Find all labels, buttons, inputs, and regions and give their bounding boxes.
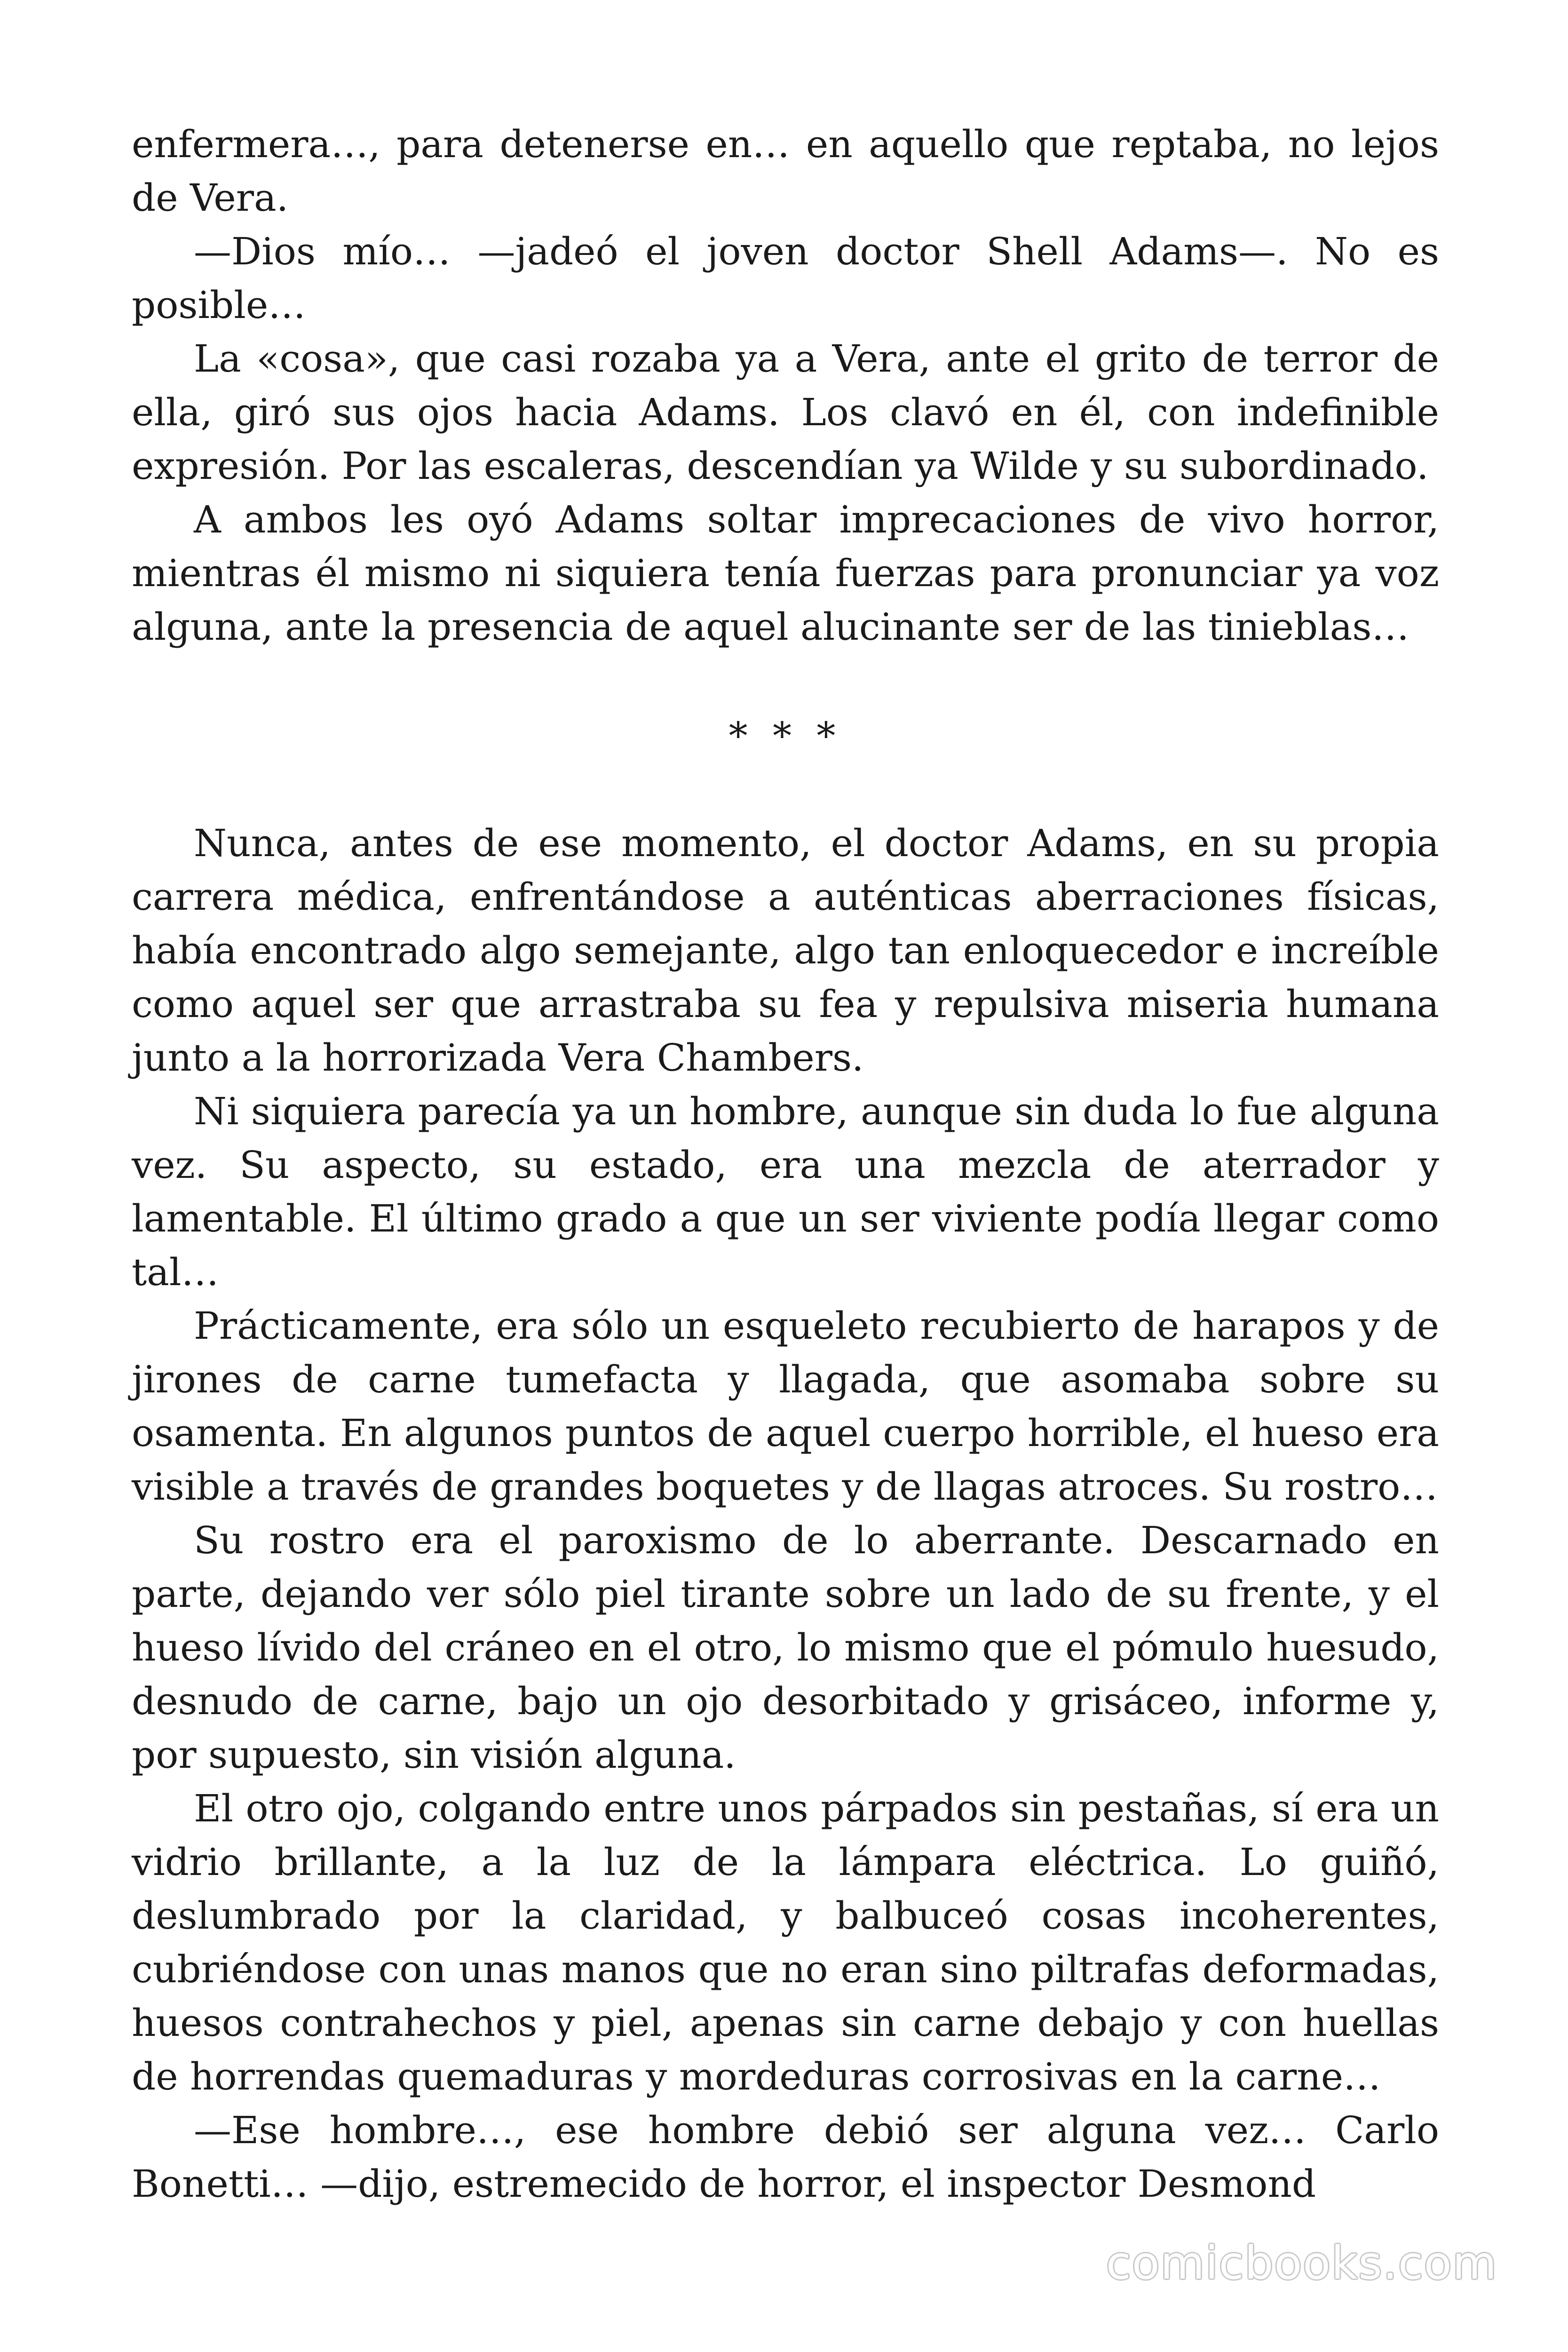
paragraph-continuation: enfermera…, para detenerse en… en aquello que reptaba, no lejos de Vera.	[132, 122, 1439, 220]
paragraph-imprecaciones: A ambos les oyó Adams soltar imprecaciones de vivo horror, mientras él mismo ni siquiera tenía fuerzas para pronunciar ya voz alguna, ante la presencia de aquel alucinante ser de las tinieblas…	[132, 498, 1439, 649]
paragraph-su-rostro: Su rostro era el paroxismo de lo aberrante. Descarnado en parte, dejando ver sólo piel tirante sobre un lado de su frente, y el hueso lívido del cráneo en el otro, lo mismo que el pómulo huesudo, desnudo de carne, bajo un ojo desorbitado y grisáceo, informe y, por supuesto, sin visión alguna.	[132, 1518, 1439, 1777]
paragraph-ese-hombre: —Ese hombre…, ese hombre debió ser alguna vez… Carlo Bonetti… —dijo, estremecido de horror, el inspector Desmond	[132, 2108, 1439, 2206]
paragraph-el-otro-ojo: El otro ojo, colgando entre unos párpados sin pestañas, sí era un vidrio brillante, a la luz de la lámpara eléctrica. Lo guiñó, deslumbrado por la claridad, y balbuceó cosas incoherentes, cubriéndose con unas manos que no eran sino piltrafas deformadas, huesos contrahechos y piel, apenas sin carne debajo y con huellas de horrendas quemaduras y mordeduras corrosivas en la carne…	[132, 1787, 1439, 2098]
paragraph-nunca: Nunca, antes de ese momento, el doctor Adams, en su propia carrera médica, enfrentándose a auténticas aberraciones físicas, había encontrado algo semejante, algo tan enloquecedor e increíble como aquel ser que arrastraba su fea y repulsiva miseria humana junto a la horrorizada Vera Chambers.	[132, 821, 1439, 1080]
paragraph-ni-siquiera: Ni siquiera parecía ya un hombre, aunque sin duda lo fue alguna vez. Su aspecto, su estado, era una mezcla de aterrador y lamentable. El último grado a que un ser viviente podía llegar como tal…	[132, 1089, 1439, 1294]
paragraph-dialogue-adams: —Dios mío… —jadeó el joven doctor Shell Adams—. No es posible…	[132, 230, 1439, 327]
book-page	[132, 118, 1439, 2211]
section-separator: * * *	[729, 714, 842, 758]
paragraph-practicamente: Prácticamente, era sólo un esqueleto recubierto de harapos y de jirones de carne tumefacta y llagada, que asomaba sobre su osamenta. En algunos puntos de aquel cuerpo horrible, el hueso era visible a través de grandes boquetes y de llagas atroces. Su rostro…	[132, 1304, 1439, 1509]
paragraph-cosa: La «cosa», que casi rozaba ya a Vera, ante el grito de terror de ella, giró sus ojos hacia Adams. Los clavó en él, con indefinible expresión. Por las escaleras, descendían ya Wilde y su subordinado.	[132, 337, 1439, 488]
watermark-logo: comicbooks.com	[1106, 2237, 1497, 2289]
